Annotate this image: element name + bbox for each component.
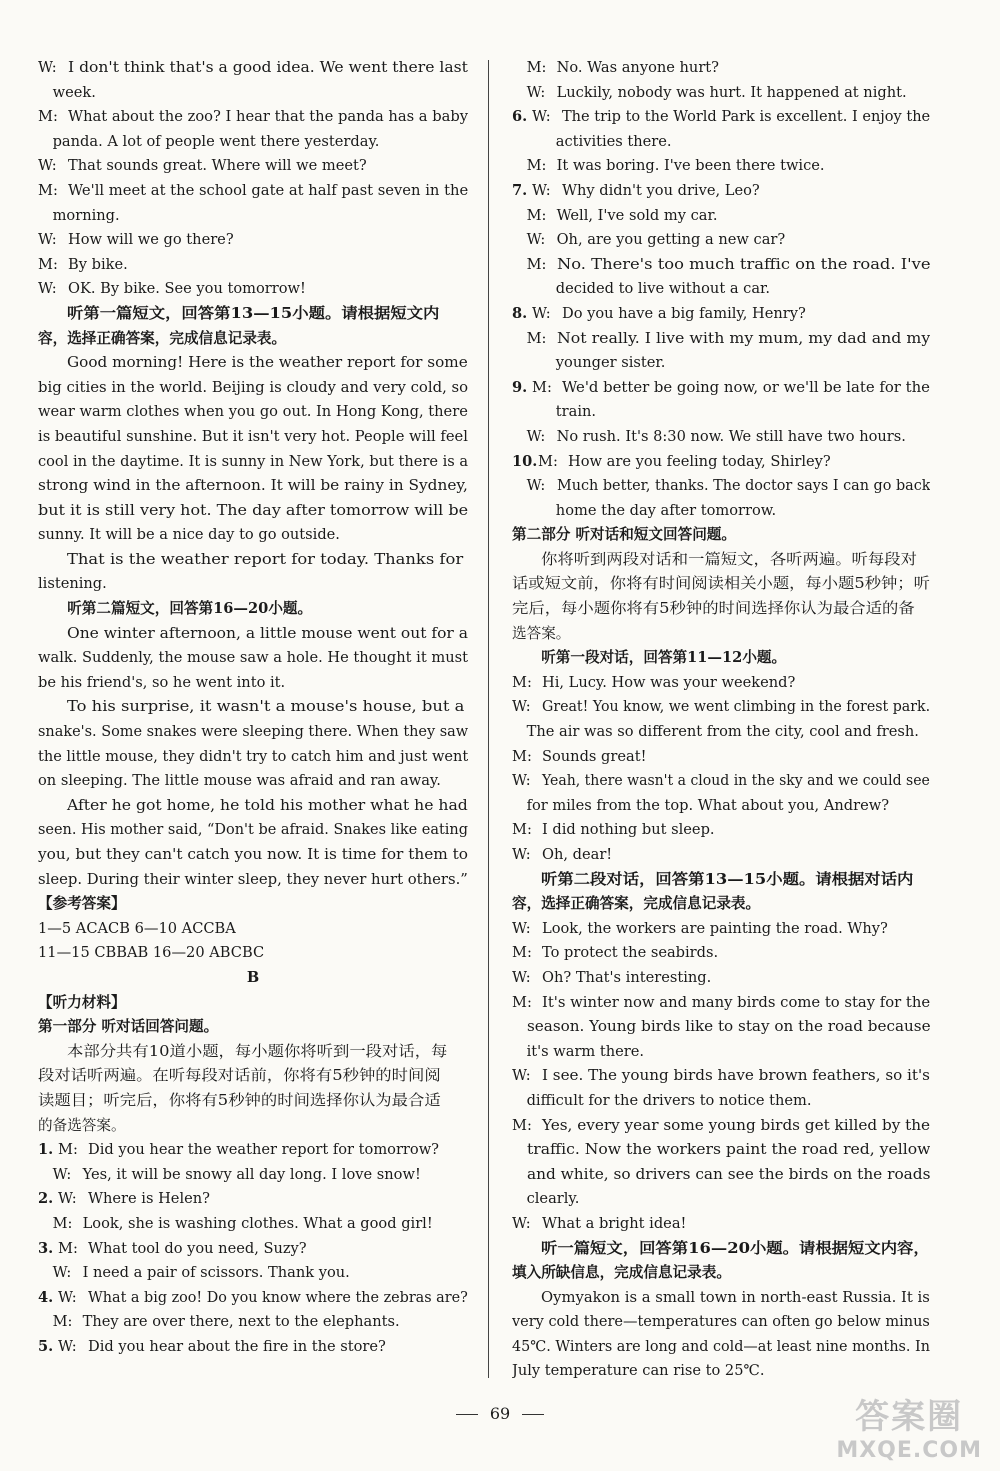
line-text: 段对话听两遍。在听每段对话前，你将有5秒钟的时间阅 <box>38 1067 441 1085</box>
line-text: 读题目；听完后，你将有5秒钟的时间选择你认为最合适 <box>38 1091 441 1109</box>
line-text: snake's. Some snakes were sleeping there. When they saw <box>38 723 468 741</box>
line-text: That sounds great. Where will we meet? <box>68 157 367 175</box>
line-text: wear warm clothes when you go out. In Hong Kong, there <box>38 403 468 421</box>
line-text: What tool do you need, Suzy? <box>88 1239 307 1257</box>
line-text: The trip to the World Park is excellent. I enjoy the <box>562 108 930 126</box>
text-line <box>512 745 930 770</box>
line-text: Well, I've sold my car. <box>556 206 718 224</box>
line-text: on sleeping. The little mouse was afraid and ran away. <box>38 772 441 790</box>
speaker-label: W: <box>512 1067 531 1085</box>
text-line <box>512 671 930 696</box>
speaker-label: W: <box>512 1214 531 1232</box>
line-text: Not really. I live with my mum, my dad and my <box>556 329 930 347</box>
line-text: listening. <box>38 575 107 593</box>
speaker-label: W: <box>532 181 551 199</box>
text-line <box>38 253 468 278</box>
line-text: walk. Suddenly, the mouse saw a hole. He thought it must <box>38 649 468 667</box>
text-line <box>512 548 930 573</box>
text-line <box>512 499 930 524</box>
text-line <box>38 917 468 942</box>
speaker-label: M: <box>538 452 558 470</box>
text-line <box>512 794 930 819</box>
text-line <box>38 523 468 548</box>
text-line <box>38 548 468 573</box>
text-line <box>38 1310 468 1335</box>
text-line <box>38 81 468 106</box>
text-line <box>38 1212 468 1237</box>
text-line <box>512 868 930 893</box>
text-line <box>512 1359 930 1384</box>
line-text: be his friend's, so he went into it. <box>38 673 286 691</box>
speaker-label: W: <box>512 698 531 716</box>
line-text: morning. <box>52 206 120 224</box>
text-line <box>38 941 468 966</box>
text-line <box>38 400 468 425</box>
text-line <box>38 769 468 794</box>
text-line <box>512 646 930 671</box>
text-line <box>38 105 468 130</box>
text-line <box>38 277 468 302</box>
text-line <box>38 1187 468 1212</box>
line-text: 选答案。 <box>512 624 571 642</box>
text-line <box>512 941 930 966</box>
line-text: 话或短文前，你将有时间阅读相关小题，每小题5秒钟；听 <box>512 575 930 593</box>
speaker-label: W: <box>512 846 531 863</box>
line-text: season. Young birds like to stay on the road because <box>526 1018 930 1036</box>
line-text: OK. By bike. See you tomorrow! <box>68 280 306 298</box>
line-text: The air was so different from the city, cool and fresh. <box>526 723 919 741</box>
section-heading: 填入所缺信息，完成信息记录表。 <box>512 1264 731 1282</box>
section-heading: 【听力材料】 <box>38 993 126 1011</box>
line-text: 你将听到两段对话和一篇短文，各听两遍。听每段对 <box>541 550 918 568</box>
line-text: Oymyakon is a small town in north-east Russia. It is <box>541 1288 930 1306</box>
line-text: home the day after tomorrow. <box>555 501 777 519</box>
line-text: seen. His mother said, “Don't be afraid. Snakes like eating <box>38 821 468 839</box>
text-line <box>512 1040 930 1065</box>
speaker-label: M: <box>512 944 532 962</box>
text-line <box>512 302 930 327</box>
text-line <box>38 1015 468 1040</box>
line-text: No. Was anyone hurt? <box>556 59 719 76</box>
watermark-bottom-text: MXQE.COM <box>836 1438 982 1463</box>
line-text: It was boring. I've been there twice. <box>556 157 825 175</box>
line-text: you, but they can't catch you now. It is time for them to <box>38 846 468 863</box>
line-text: activities there. <box>555 132 672 150</box>
line-text: How are you feeling today, Shirley? <box>568 452 831 470</box>
line-text: the little mouse, they didn't try to catch him and just went <box>38 747 468 765</box>
text-line <box>512 253 930 278</box>
watermark-logo <box>836 1389 982 1463</box>
text-line <box>512 1286 930 1311</box>
question-number: 2. <box>38 1190 54 1208</box>
line-text: What a big zoo! Do you know where the zebras are? <box>88 1288 468 1306</box>
text-line <box>512 327 930 352</box>
line-text: Why didn't you drive, Leo? <box>562 181 760 199</box>
speaker-label: W: <box>58 1288 77 1306</box>
section-heading: 听第一篇短文，回答第13—15小题。请根据短文内 <box>67 304 440 322</box>
text-line <box>512 622 930 647</box>
line-text: for miles from the top. What about you, Andrew? <box>526 796 890 814</box>
text-line <box>38 1286 468 1311</box>
speaker-label: W: <box>38 280 57 298</box>
line-text: Yeah, there wasn't a cloud in the sky and we could see <box>542 772 930 790</box>
line-text: Look, she is washing clothes. What a good girl! <box>82 1214 433 1232</box>
line-text: No. There's too much traffic on the road. I've <box>556 255 930 273</box>
line-text: Great! You know, we went climbing in the forest park. <box>542 698 930 716</box>
line-text: Oh, are you getting a new car? <box>556 231 786 249</box>
line-text: What about the zoo? I hear that the panda has a baby <box>68 108 468 126</box>
text-line <box>512 1335 930 1360</box>
text-line <box>38 327 468 352</box>
speaker-label: M: <box>526 255 547 273</box>
text-line <box>38 966 468 991</box>
line-text: 45℃. Winters are long and cold—at least nine months. In <box>512 1337 930 1355</box>
line-text: What a bright idea! <box>542 1214 687 1232</box>
speaker-label: M: <box>526 206 547 224</box>
speaker-label: M: <box>526 157 547 175</box>
line-text: train. <box>555 403 597 421</box>
line-text: very cold there—temperatures can often go below minus <box>512 1313 930 1331</box>
text-line <box>38 646 468 671</box>
text-line <box>512 917 930 942</box>
text-line <box>38 1163 468 1188</box>
speaker-label: W: <box>38 59 57 76</box>
speaker-label: M: <box>512 993 532 1011</box>
text-line <box>38 843 468 868</box>
speaker-label: M: <box>58 1239 78 1257</box>
section-heading: 第一部分 听对话回答问题。 <box>38 1018 219 1036</box>
speaker-label: M: <box>52 1313 73 1331</box>
line-text: No rush. It's 8:30 now. We still have two hours. <box>556 427 906 445</box>
speaker-label: M: <box>512 821 532 839</box>
text-line <box>512 572 930 597</box>
text-line <box>38 56 468 81</box>
line-text: Luckily, nobody was hurt. It happened at night. <box>556 83 907 101</box>
text-line <box>38 1089 468 1114</box>
line-text: Yes, it will be snowy all day long. I love snow! <box>82 1165 421 1183</box>
line-text: Yes, every year some young birds get killed by the <box>542 1116 930 1134</box>
text-line <box>38 1064 468 1089</box>
text-line <box>38 179 468 204</box>
line-text: By bike. <box>68 255 128 273</box>
line-text: They are over there, next to the elephants. <box>82 1313 400 1331</box>
speaker-label: W: <box>526 427 546 445</box>
line-text: panda. A lot of people went there yesterday. <box>52 132 380 150</box>
speaker-label: W: <box>52 1264 72 1282</box>
text-line <box>512 154 930 179</box>
line-text: big cities in the world. Beijing is cloudy and very cold, so <box>38 378 468 396</box>
line-text: 本部分共有10道小题，每小题你将听到一段对话，每 <box>67 1042 448 1060</box>
text-line <box>512 720 930 745</box>
line-text: After he got home, he told his mother what he had <box>67 796 468 814</box>
text-line <box>38 868 468 893</box>
line-text: decided to live without a car. <box>555 280 771 298</box>
line-text: strong wind in the afternoon. It will be rainy in Sydney, <box>38 477 468 495</box>
text-line <box>38 1261 468 1286</box>
line-text: I don't think that's a good idea. We went there last <box>68 59 468 76</box>
text-line <box>38 1040 468 1065</box>
line-text: It's winter now and many birds come to stay for the <box>542 993 930 1011</box>
speaker-label: M: <box>52 1214 73 1232</box>
line-text: I did nothing but sleep. <box>542 821 715 839</box>
text-line <box>512 1163 930 1188</box>
text-line <box>512 105 930 130</box>
text-line <box>38 351 468 376</box>
text-line <box>512 1261 930 1286</box>
line-text: We'd better be going now, or we'll be late for the <box>562 378 930 396</box>
speaker-label: M: <box>532 378 552 396</box>
line-text: clearly. <box>526 1190 580 1208</box>
line-text: traffic. Now the workers paint the road red, yellow <box>526 1141 930 1159</box>
watermark-top-text: 答案圈 <box>855 1397 964 1437</box>
text-line <box>512 1187 930 1212</box>
line-text: I see. The young birds have brown feathers, so it's <box>542 1067 930 1085</box>
text-line <box>512 450 930 475</box>
line-text: 11—15 CBBAB 16—20 ABCBC <box>38 944 265 962</box>
speaker-label: W: <box>532 108 551 126</box>
text-line <box>512 1114 930 1139</box>
section-heading: 【参考答案】 <box>38 895 126 913</box>
line-text: cool in the daytime. It is sunny in New York, but there is a <box>38 452 468 470</box>
line-text: Sounds great! <box>542 747 647 765</box>
line-text: July temperature can rise to 25℃. <box>512 1362 765 1380</box>
speaker-label: W: <box>526 231 546 249</box>
text-line <box>38 794 468 819</box>
line-text: To protect the seabirds. <box>542 944 719 962</box>
line-text: How will we go there? <box>68 231 234 249</box>
text-line <box>512 1064 930 1089</box>
line-text: To his surprise, it wasn't a mouse's house, but a <box>67 698 465 716</box>
text-line <box>512 1310 930 1335</box>
speaker-label: W: <box>512 968 531 986</box>
text-line <box>512 695 930 720</box>
section-heading: 第二部分 听对话和短文回答问题。 <box>512 526 736 544</box>
speaker-label: W: <box>512 919 531 937</box>
line-text: Where is Helen? <box>88 1190 210 1208</box>
line-text: Did you hear the weather report for tomorrow? <box>88 1141 440 1159</box>
section-heading: 听第二段对话，回答第13—15小题。请根据对话内 <box>541 870 914 888</box>
speaker-label: W: <box>52 1165 72 1183</box>
line-text: Did you hear about the fire in the store? <box>88 1337 386 1355</box>
question-number: 3. <box>38 1239 54 1257</box>
line-text: Oh, dear! <box>542 846 613 863</box>
text-line <box>38 622 468 647</box>
text-line <box>38 425 468 450</box>
text-line <box>38 745 468 770</box>
speaker-label: M: <box>512 673 532 691</box>
section-heading: 听第一段对话，回答第11—12小题。 <box>541 649 787 667</box>
question-number: 8. <box>512 304 528 322</box>
text-line <box>512 818 930 843</box>
text-line <box>38 474 468 499</box>
text-line <box>38 1138 468 1163</box>
text-line <box>38 499 468 524</box>
text-line <box>512 991 930 1016</box>
text-line <box>512 843 930 868</box>
speaker-label: M: <box>38 181 58 199</box>
speaker-label: W: <box>38 157 57 175</box>
question-number: 10. <box>512 452 538 470</box>
speaker-label: M: <box>58 1141 78 1159</box>
line-text: I need a pair of scissors. Thank you. <box>82 1264 350 1282</box>
line-text: One winter afternoon, a little mouse went out for a <box>67 624 468 642</box>
text-line <box>512 228 930 253</box>
text-line <box>512 1212 930 1237</box>
text-line <box>512 179 930 204</box>
text-line <box>38 818 468 843</box>
text-line <box>512 376 930 401</box>
speaker-label: W: <box>58 1337 77 1355</box>
text-line <box>38 302 468 327</box>
question-number: 1. <box>38 1141 54 1159</box>
text-line <box>38 228 468 253</box>
line-text: Look, the workers are painting the road. Why? <box>542 919 888 937</box>
text-line <box>38 572 468 597</box>
column-divider <box>488 60 489 1378</box>
text-line <box>512 277 930 302</box>
text-line <box>38 204 468 229</box>
line-text: 的备选答案。 <box>38 1116 126 1134</box>
line-text: Good morning! Here is the weather report for some <box>67 354 468 372</box>
question-number: 6. <box>512 108 528 126</box>
line-text: it's warm there. <box>526 1042 645 1060</box>
section-heading: 容，选择正确答案，完成信息记录表。 <box>512 895 761 913</box>
text-line <box>512 56 930 81</box>
text-line <box>512 425 930 450</box>
line-text: but it is still very hot. The day after tomorrow will be <box>38 501 468 519</box>
line-text: 完后，每小题你将有5秒钟的时间选择你认为最合适的备 <box>512 600 915 618</box>
text-line <box>38 1237 468 1262</box>
line-text: Much better, thanks. The doctor says I can go back <box>556 477 930 495</box>
text-line <box>512 1138 930 1163</box>
line-text: That is the weather report for today. Thanks for <box>67 550 464 568</box>
speaker-label: M: <box>512 747 532 765</box>
page-number-text: 69 <box>489 1404 511 1423</box>
line-text: is beautiful sunshine. But it isn't very hot. People will feel <box>38 427 468 445</box>
speaker-label: W: <box>38 231 57 249</box>
text-line <box>38 1114 468 1139</box>
line-text: We'll meet at the school gate at half past seven in the <box>68 181 468 199</box>
question-number: 7. <box>512 181 528 199</box>
text-line <box>512 1089 930 1114</box>
text-line <box>512 1237 930 1262</box>
question-number: 4. <box>38 1288 54 1306</box>
text-line <box>38 1335 468 1360</box>
section-heading: 容，选择正确答案，完成信息记录表。 <box>38 329 287 347</box>
right-column <box>512 56 930 1384</box>
speaker-label: W: <box>526 83 546 101</box>
speaker-label: W: <box>526 477 546 495</box>
line-text: younger sister. <box>555 354 666 372</box>
text-line <box>38 376 468 401</box>
text-line <box>512 769 930 794</box>
speaker-label: W: <box>532 304 551 322</box>
line-text: Do you have a big family, Henry? <box>562 304 806 322</box>
text-line <box>512 1015 930 1040</box>
text-line <box>38 130 468 155</box>
text-line <box>38 597 468 622</box>
text-line <box>38 450 468 475</box>
text-line <box>512 966 930 991</box>
left-column <box>38 56 468 1359</box>
speaker-label: M: <box>38 108 58 126</box>
line-text: and white, so drivers can see the birds on the roads <box>526 1165 930 1183</box>
text-line <box>512 400 930 425</box>
line-text: Hi, Lucy. How was your weekend? <box>542 673 796 691</box>
text-line <box>512 892 930 917</box>
line-text: week. <box>52 83 96 101</box>
text-line <box>512 204 930 229</box>
speaker-label: W: <box>512 772 531 790</box>
speaker-label: M: <box>38 255 58 273</box>
question-number: 5. <box>38 1337 54 1355</box>
text-line <box>512 130 930 155</box>
line-text: difficult for the drivers to notice them. <box>526 1091 812 1109</box>
line-text: 1—5 ACACB 6—10 ACCBA <box>38 919 236 937</box>
text-line <box>512 597 930 622</box>
speaker-label: M: <box>526 329 547 347</box>
text-line <box>38 720 468 745</box>
line-text: sunny. It will be a nice day to go outside. <box>38 526 340 544</box>
line-text: B <box>246 968 260 986</box>
question-number: 9. <box>512 378 528 396</box>
text-line <box>512 81 930 106</box>
line-text: Oh? That's interesting. <box>542 968 712 986</box>
text-line <box>38 154 468 179</box>
text-line <box>38 695 468 720</box>
text-line <box>512 351 930 376</box>
speaker-label: M: <box>526 59 547 76</box>
text-line <box>38 991 468 1016</box>
speaker-label: M: <box>512 1116 532 1134</box>
text-line <box>512 523 930 548</box>
line-text: sleep. During their winter sleep, they never hurt others.” <box>38 870 468 888</box>
text-line <box>38 671 468 696</box>
text-line <box>38 892 468 917</box>
section-heading: 听第二篇短文，回答第16—20小题。 <box>67 600 313 618</box>
text-line <box>512 474 930 499</box>
section-heading: 听一篇短文，回答第16—20小题。请根据短文内容， <box>541 1239 930 1257</box>
speaker-label: W: <box>58 1190 77 1208</box>
